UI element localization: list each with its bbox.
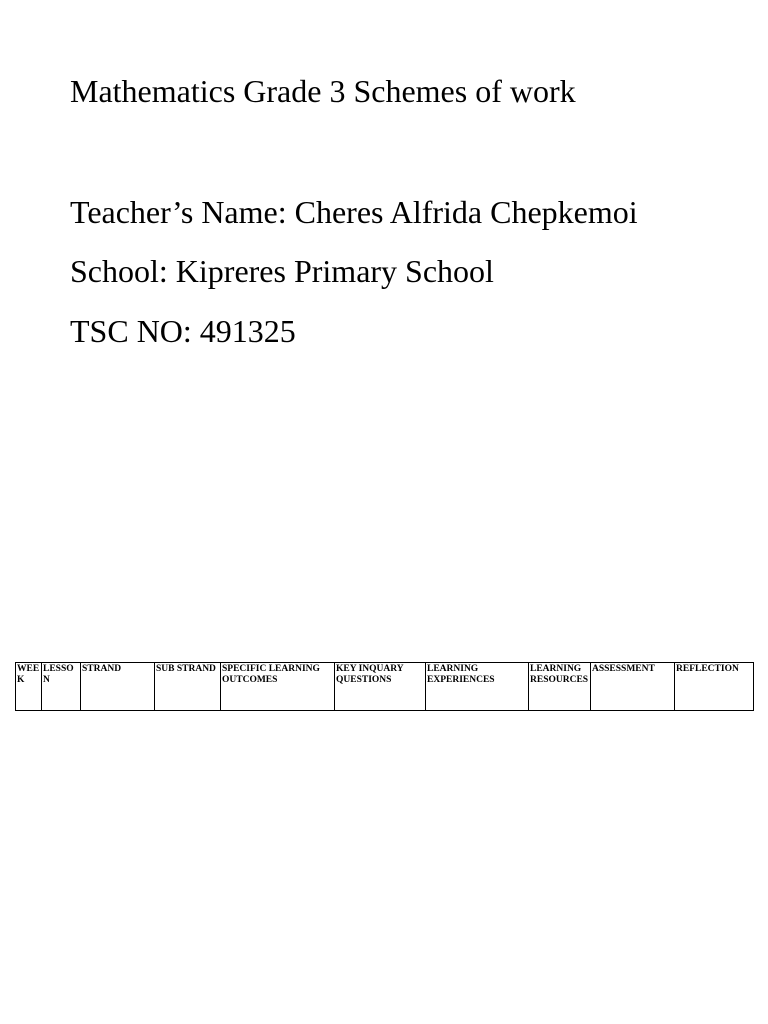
tsc-number: TSC NO: 491325 [70, 313, 296, 349]
col-header-learning-resources: LEARNING RESOURCES [529, 663, 591, 711]
col-header-lesson: LESSON [42, 663, 81, 711]
col-header-key-inquiry-questions: KEY INQUARY QUESTIONS [335, 663, 426, 711]
table-header-row [16, 663, 754, 711]
col-header-learning-experiences: LEARNING EXPERIENCES [426, 663, 529, 711]
teacher-name: Teacher’s Name: Cheres Alfrida Chepkemoi [70, 194, 638, 230]
col-header-reflection: REFLECTION [675, 663, 754, 711]
col-header-strand: STRAND [81, 663, 155, 711]
col-header-week: WEEK [16, 663, 42, 711]
school-name: School: Kipreres Primary School [70, 253, 494, 289]
col-header-sub-strand: SUB STRAND [155, 663, 221, 711]
col-header-specific-learning-outcomes: SPECIFIC LEARNING OUTCOMES [221, 663, 335, 711]
scheme-table [15, 662, 754, 711]
col-header-assessment: ASSESSMENT [591, 663, 675, 711]
document-title: Mathematics Grade 3 Schemes of work [70, 73, 576, 109]
